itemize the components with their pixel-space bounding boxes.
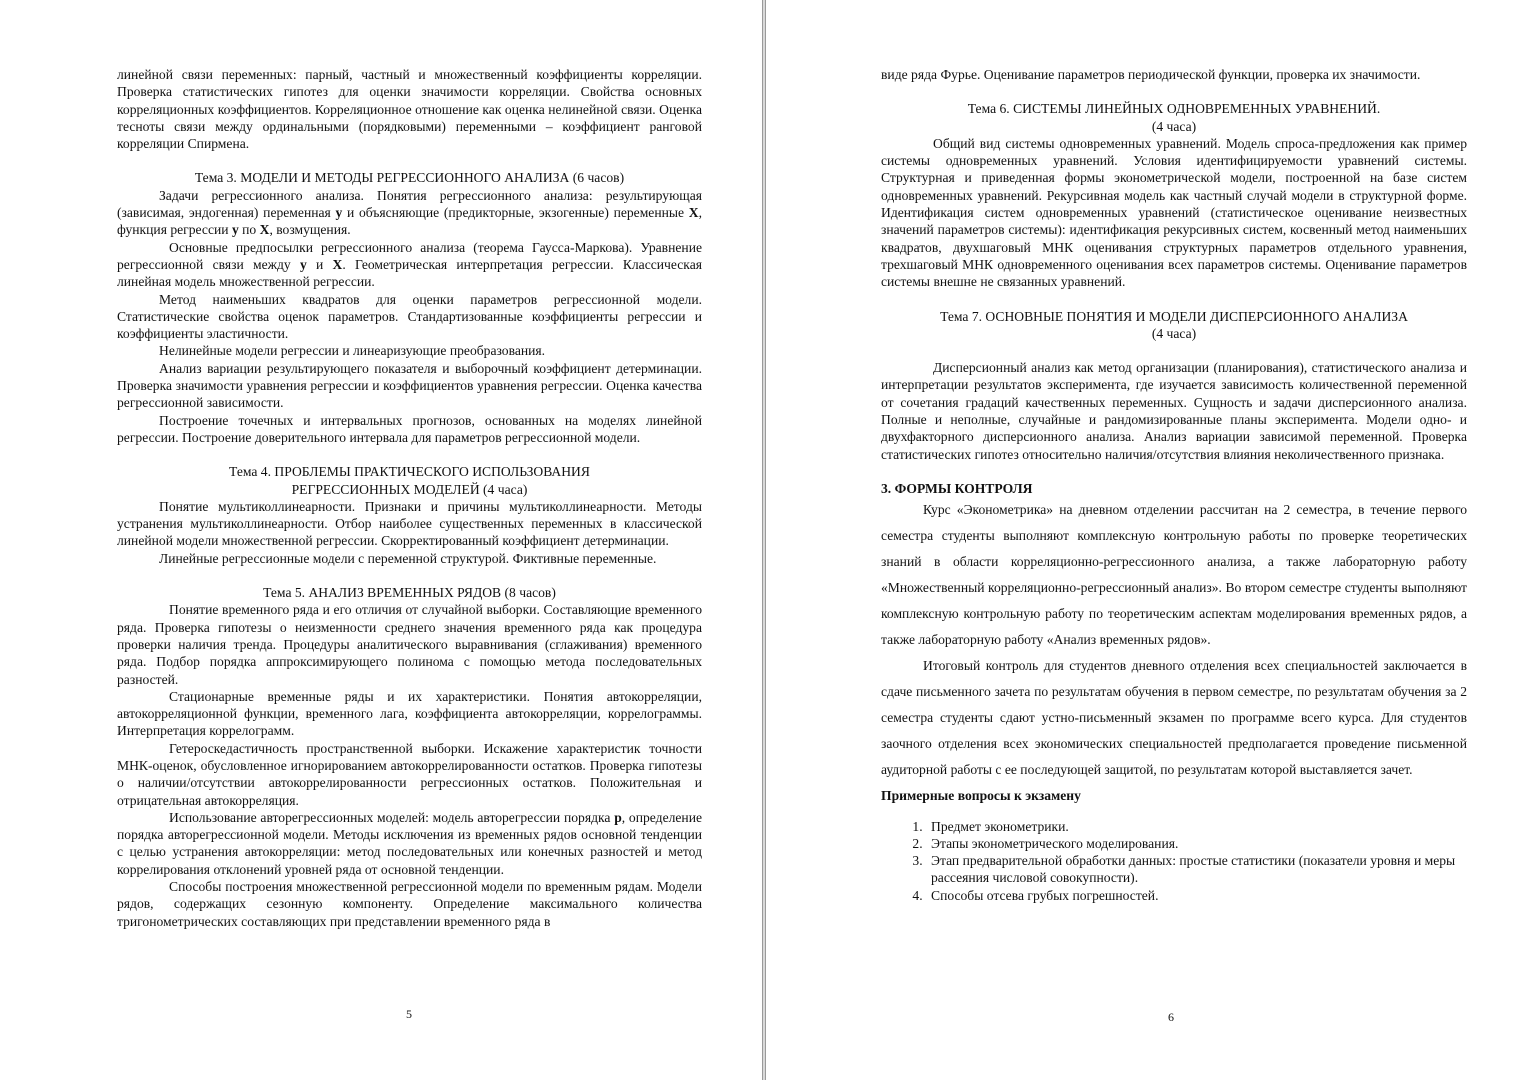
- page-5-text: [117, 66, 702, 930]
- questions-heading: Примерные вопросы к экзамену: [881, 788, 1081, 804]
- topic-7-title: Тема 7. ОСНОВНЫЕ ПОНЯТИЯ И МОДЕЛИ ДИСПЕРСИОННОГО АНАЛИЗА: [940, 308, 1408, 324]
- topic-7-paragraph-1: Дисперсионный анализ как метод организации (планирования), статистического анализа и интерпретации результатов эксперимента, где изучается зависимость количественной переменной от сочетания градаций качественных переменных. Сущность и задачи дисперсионного анализа. Полные и неполные, случайные и рандомизированные планы эксперимента. Модели одно- и двухфакторного дисперсионного анализа. Анализ вариации зависимой переменной. Проверка статистических гипотез относительно наличия/отсутствия влияния неколичественного признака.: [881, 360, 1467, 462]
- page-number: 6: [1168, 1010, 1174, 1024]
- topic-3-paragraph-5: Анализ вариации результирующего показателя и выборочный коэффициент детерминации. Проверка значимости уравнения регрессии и коэффициентов уравнения регрессии. Оценка качества регрессионной зависимости.: [117, 360, 702, 411]
- topic-4-title-line-1: Тема 4. ПРОБЛЕМЫ ПРАКТИЧЕСКОГО ИСПОЛЬЗОВАНИЯ: [229, 464, 590, 480]
- paragraph-intro: виде ряда Фурье. Оценивание параметров периодической функции, проверка их значимости.: [881, 67, 1421, 82]
- topic-5-paragraph-4: Использование авторегрессионных моделей: модель авторегрессии порядка p, определение порядка авторегрессионной модели. Методы исключения из временных рядов основной тенденции с целью устранения автокорреляции: метод последовательных или конечных разностей и метод коррелирования отклонений уровней ряда от основной тенденции.: [117, 809, 702, 877]
- topic-4-paragraph-1: Понятие мультиколлинеарности. Признаки и причины мультиколлинеарности. Методы устранения мультиколлинеарности. Отбор наиболее существенных переменных в классической линейной модели множественной регрессии. Скорректированный коэффициент детерминации.: [117, 498, 702, 549]
- topic-4-title-line-2: РЕГРЕССИОННЫХ МОДЕЛЕЙ (4 часа): [291, 481, 528, 497]
- topic-6-hours: (4 часа): [1151, 118, 1197, 134]
- page-6: [765, 0, 1528, 1080]
- topic-5-paragraph-5: Способы построения множественной регрессионной модели по временным рядам. Модели рядов, содержащих сезонную компоненту. Определение максимального количества тригонометрических составляющих при представлении временного ряда в: [117, 879, 702, 929]
- topic-6-paragraph-1: Общий вид системы одновременных уравнений. Модель спроса-предложения как пример системы одновременных уравнений. Условия идентифицируемости уравнений системы. Структурная и приведенная формы эконометрической модели, построенной на базе систем одновременных уравнений. Рекурсивная модель как частный случай модели в структурной форме. Идентификация систем одновременных уравнений (статистическое оценивание неизвестных значений параметров системы): идентификация рекурсивных систем, косвенный метод наименьших квадратов, двухшаговый МНК оценивания структурных параметров отдельного уравнения, трехшаговый МНК одновременного оценивания всех параметров системы. Оценивание параметров системы внешне не связанных уравнений.: [881, 135, 1467, 290]
- topic-3-paragraph-1: Задачи регрессионного анализа. Понятия регрессионного анализа: результирующая (зависимая, эндогенная) переменная y и объясняющие (предикторные, экзогенные) переменные X, функция регрессии y по X, возмущения.: [117, 187, 703, 238]
- topic-7-hours: (4 часа): [1151, 325, 1197, 341]
- topic-6-title: Тема 6. СИСТЕМЫ ЛИНЕЙНЫХ ОДНОВРЕМЕННЫХ УРАВНЕНИЙ.: [967, 101, 1381, 117]
- page-5: [0, 0, 763, 1080]
- control-paragraph-1: Курс «Эконометрика» на дневном отделении рассчитан на 2 семестра, в течение первого семестра студенты выполняют комплексную контрольную работы по проверке теоретических знаний в области корреляционно-регрессионного анализа, а также лабораторную работу «Множественный корреляционно-регрессионный анализ». Во втором семестре студенты выполняют комплексную контрольную работу по теоретическим аспектам моделирования временных рядов, а также лабораторную работу «Анализ временных рядов».: [881, 502, 1467, 648]
- page-6-text: [881, 66, 1467, 904]
- topic-5-title: Тема 5. АНАЛИЗ ВРЕМЕННЫХ РЯДОВ (8 часов): [263, 585, 556, 601]
- question-item: 2. Этапы эконометрического моделирования.: [926, 835, 1467, 852]
- topic-5-paragraph-2: Стационарные временные ряды и их характеристики. Понятия автокорреляции, автокорреляционной функции, временного лага, коэффициента автокорреляции, коррелограммы. Интерпретация коррелограмм.: [117, 688, 702, 739]
- control-paragraph-2: Итоговый контроль для студентов дневного отделения всех специальностей заключается в сдаче письменного зачета по результатам обучения в первом семестре, по результатам обучения за 2 семестра студенты сдают устно-письменный экзамен по программе всего курса. Для студентов заочного отделения всех экономических специальностей предполагается проведение письменной аудиторной работы с ее последующей защитой, по результатам которой выставляется зачет.: [881, 658, 1467, 778]
- paragraph-intro: линейной связи переменных: парный, частный и множественный коэффициенты корреляции. Проверка статистических гипотез для оценки значимости корреляции. Свойства основных корреляционных коэффициентов. Корреляционное отношение как оценка нелинейной связи. Оценка тесноты связи между ординальными (порядковыми) переменными – коэффициент ранговой корреляции Спирмена.: [117, 67, 702, 152]
- topic-3-paragraph-3: Метод наименьших квадратов для оценки параметров регрессионной модели. Статистические свойства оценок параметров. Стандартизованные коэффициенты регрессии и коэффициенты эластичности.: [117, 291, 702, 342]
- question-item: 3. Этап предварительной обработки данных: простые статистики (показатели уровня и меры рассеяния числовой совокупности).: [926, 852, 1467, 887]
- topic-3-paragraph-4: Нелинейные модели регрессии и линеаризующие преобразования.: [159, 343, 546, 359]
- topic-5-paragraph-1: Понятие временного ряда и его отличия от случайной выборки. Составляющие временного ряда. Проверка гипотезы о неизменности среднего значения временного ряда как процедура проверки наличия тренда. Процедуры аналитического выравнивания (сглаживания) временного ряда. Подбор порядка аппроксимирующего полинома с помощью метода последовательных разностей.: [117, 602, 702, 687]
- topic-5-paragraph-3: Гетероскедастичность пространственной выборки. Искажение характеристик точности МНК-оценок, обусловленное игнорированием автокоррелированности остатков. Проверка гипотезы о наличии/отсутствии автокоррелированности регрессионных остатков. Положительная и отрицательная автокорреляция.: [117, 740, 702, 808]
- questions-list: [881, 818, 1467, 904]
- topic-3-paragraph-2: Основные предпосылки регрессионного анализа (теорема Гаусса-Маркова). Уравнение регрессионной связи между y и X. Геометрическая интерпретация регрессии. Классическая линейная модель множественной регрессии.: [117, 239, 702, 290]
- topic-4-paragraph-2: Линейные регрессионные модели с переменной структурой. Фиктивные переменные.: [159, 550, 657, 566]
- question-item: 4. Способы отсева грубых погрешностей.: [926, 887, 1467, 904]
- topic-3-paragraph-6: Построение точечных и интервальных прогнозов, основанных на моделях линейной регрессии. Построение доверительного интервала для параметров регрессионной модели.: [117, 412, 702, 445]
- topic-3-title: Тема 3. МОДЕЛИ И МЕТОДЫ РЕГРЕССИОННОГО АНАЛИЗА (6 часов): [194, 170, 625, 186]
- question-item: 1. Предмет эконометрики.: [926, 818, 1467, 835]
- page-number: 5: [406, 1007, 412, 1021]
- section-heading: 3. ФОРМЫ КОНТРОЛЯ: [881, 480, 1033, 496]
